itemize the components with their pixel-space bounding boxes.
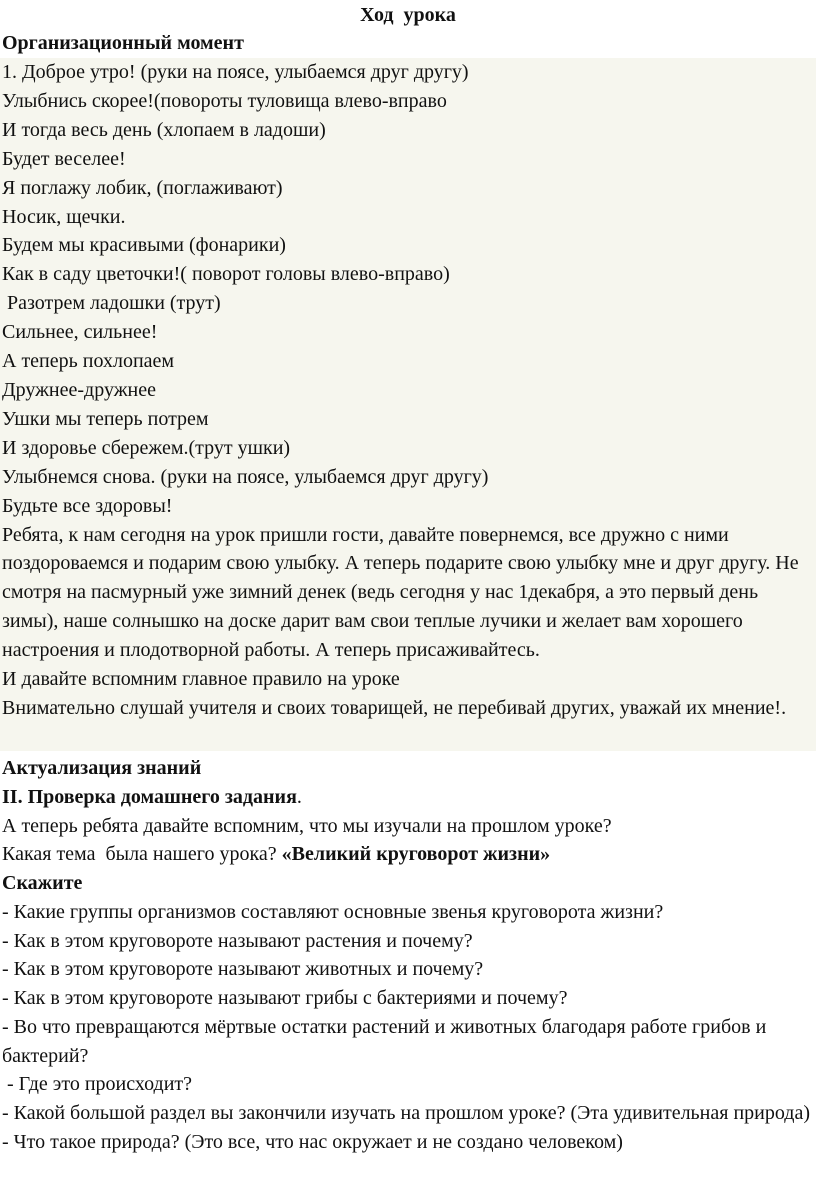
greeting-line: Носик, щечки. <box>2 205 126 228</box>
section-heading-homework <box>2 783 814 812</box>
homework-block <box>2 754 814 1157</box>
say-label: Скажите <box>2 872 83 894</box>
question-item: - Что такое природа? (Это все, что нас окружает и не создано человеком) <box>2 1130 623 1153</box>
question-item: - Как в этом круговороте называют растения и почему? <box>2 929 473 952</box>
greeting-line: Ушки мы теперь потрем <box>2 407 209 430</box>
greeting-line: Улыбнемся снова. (руки на поясе, улыбаемся друг другу) <box>2 465 489 488</box>
greeting-line: Дружнее-дружнее <box>2 378 156 401</box>
topic-line <box>2 840 814 869</box>
topic-name: «Великий круговорот жизни» <box>281 843 551 866</box>
greeting-block <box>2 58 814 723</box>
greeting-line: Сильнее, сильнее! <box>2 321 158 344</box>
homework-heading-text: II. Проверка домашнего задания <box>2 785 297 808</box>
section-heading-actual: Актуализация знаний <box>2 757 202 779</box>
question-item: - Какой большой раздел вы закончили изучать на прошлом уроке? (Эта удивительная природа) <box>2 1102 810 1124</box>
question-item: - Где это происходит? <box>2 1073 193 1096</box>
greeting-line: 1. Доброе утро! (руки на поясе, улыбаемся друг другу) <box>2 61 469 83</box>
greeting-line: Разотрем ладошки (трут) <box>2 292 221 315</box>
homework-heading-dot: . <box>296 785 302 808</box>
guests-paragraph: Ребята, к нам сегодня на урок пришли гости, давайте повернемся, все дружно с ними поздороваемся и подарим свою улыбку. А теперь подарите свою улыбку мне и друг другу. Не смотря на пасмурный уже зимний денек (ведь сегодня у нас 1декабря, а это первый день зимы), наше солнышко на доске дарит вам свои теплые лучики и желает вам хорошего настроения и плодотворной работы. А теперь присаживайтесь. <box>2 523 799 662</box>
greeting-line: А теперь похлопаем <box>2 350 175 373</box>
greeting-line: Улыбнись скорее!(повороты туловища влево-вправо <box>2 89 447 112</box>
rule-intro: И давайте вспомним главное правило на уроке <box>2 668 400 691</box>
topic-prefix: Какая тема была нашего урока? <box>2 843 282 866</box>
greeting-line: Я поглажу лобик, (поглаживают) <box>2 176 283 199</box>
greeting-line: Будьте все здоровы! <box>2 494 173 517</box>
lesson-title: Ход урока <box>360 4 456 26</box>
section-heading-org: Организационный момент <box>2 32 244 54</box>
greeting-line: И здоровье сбережем.(трут ушки) <box>2 436 291 459</box>
greeting-line: Как в саду цветочки!( поворот головы влево-вправо) <box>2 263 450 286</box>
question-item: - Во что превращаются мёртвые остатки растений и животных благодаря работе грибов и бактерий? <box>2 1015 767 1067</box>
question-item: - Как в этом круговороте называют грибы с бактериями и почему? <box>2 987 568 1009</box>
recall-line: А теперь ребята давайте вспомним, что мы изучали на прошлом уроке? <box>2 814 612 837</box>
greeting-line: Будет веселее! <box>2 147 126 170</box>
greeting-line: И тогда весь день (хлопаем в ладоши) <box>2 118 326 141</box>
question-item: - Как в этом круговороте называют животных и почему? <box>2 958 484 981</box>
rule-text: Внимательно слушай учителя и своих товарищей, не перебивай других, уважай их мнение!. <box>2 696 787 719</box>
greeting-line: Будем мы красивыми (фонарики) <box>2 234 286 257</box>
question-item: - Какие группы организмов составляют основные звенья круговорота жизни? <box>2 900 664 923</box>
